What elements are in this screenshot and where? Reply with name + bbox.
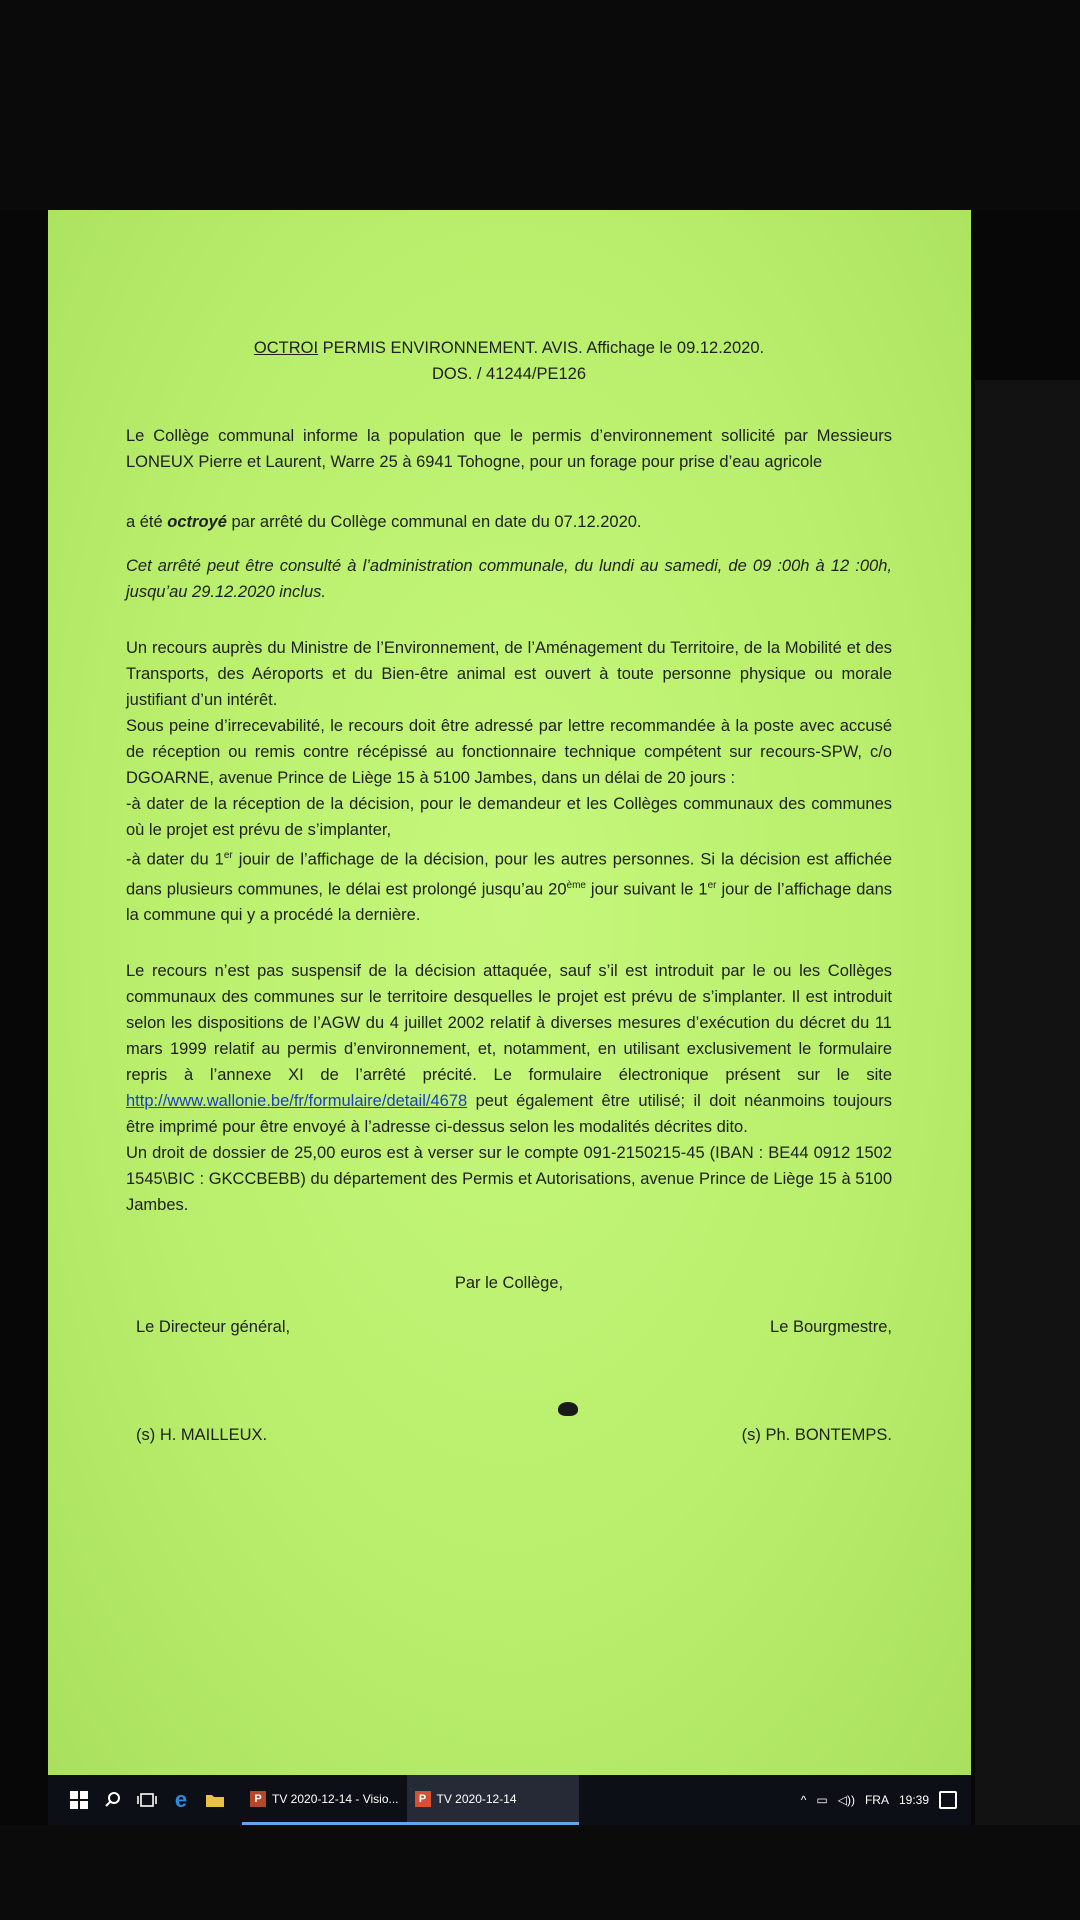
system-tray xyxy=(801,1791,971,1809)
taskbar-app-1-label: TV 2020-12-14 - Visio... xyxy=(272,1791,399,1806)
recours-paragraph-3: -à dater de la réception de la décision, pour le demandeur et les Collèges communaux des communes où le projet est prévu de s’implanter, xyxy=(126,795,892,839)
powerpoint-icon: P xyxy=(415,1791,431,1807)
windows-logo-icon xyxy=(70,1791,88,1809)
suspensif-b: peut également être utilisé; il doit néanmoins toujours être imprimé pour être envoyé à l’adresse ci-dessus selon les modalités décrites dito. xyxy=(126,1092,892,1136)
left-name: (s) H. MAILLEUX. xyxy=(136,1426,268,1444)
powerpoint-icon: P xyxy=(250,1791,266,1807)
consult-paragraph: Cet arrêté peut être consulté à l’administration communale, du lundi au samedi, de 09 :00h à 12 :00h, jusqu’au 29.12.2020 inclus. xyxy=(126,557,892,601)
mouse-pointer-icon xyxy=(558,1402,578,1416)
sup-er: er xyxy=(223,850,233,861)
chevron-up-icon[interactable]: ^ xyxy=(800,1793,807,1807)
recours-paragraph-1: Un recours auprès du Ministre de l’Environnement, de l’Aménagement du Territoire, de la Mobilité et des Transports, des Aéroports et du Bien-être animal est ouvert à toute personne physique ou morale justifiant d’un intérêt. xyxy=(126,639,892,709)
notice-title xyxy=(126,335,892,361)
intro-paragraph: Le Collège communal informe la population que le permis d’environnement sollicité par Messieurs LONEUX Pierre et Laurent, Warre 25 à 6941 Tohogne, pour un forage pour prise d’eau agricole xyxy=(126,427,892,471)
signature-roles xyxy=(126,1314,892,1340)
recours-paragraph-2: Sous peine d’irrecevabilité, le recours doit être adressé par lettre recommandée à la poste avec accusé de réception ou remis contre récépissé au fonctionnaire technique compétent sur recours-SPW, c/o DGOARNE, avenue Prince de Liège 15 à 5100 Jambes, dans un délai de 20 jours : xyxy=(126,717,892,787)
sup-eme: ème xyxy=(566,879,586,891)
edge-browser-icon[interactable]: e xyxy=(174,1787,188,1812)
granted-pre: a été xyxy=(126,513,168,531)
file-explorer-icon[interactable] xyxy=(198,1775,232,1825)
signature-names xyxy=(126,1422,892,1448)
suspensif-paragraph xyxy=(126,958,892,1140)
recours-paragraph-4 xyxy=(126,843,892,928)
taskbar-app-1[interactable] xyxy=(242,1775,407,1825)
formulaire-link[interactable]: http://www.wallonie.be/fr/formulaire/detail/4678 xyxy=(126,1092,468,1110)
right-name: (s) Ph. BONTEMPS. xyxy=(741,1426,892,1444)
recours-4c: jour suivant le 1 xyxy=(585,880,708,898)
suspensif-a: Le recours n’est pas suspensif de la décision attaquée, sauf s’il est introduit par le ou les Collèges communaux des communes sur le territoire desquelles le projet est prévu de s’implanter. Il est introduit selon les dispositions de l’AGW du 4 juillet 2002 relatif à diverses mesures d’exécution du décret du 11 mars 1999 relatif au permis d’environnement, et, notamment, en utilisant exclusivement le formulaire repris à l’annexe XI de l’arrêté précité. Le formulaire électronique présent sur le site xyxy=(126,962,892,1084)
search-icon[interactable] xyxy=(96,1775,130,1825)
volume-icon[interactable]: ◁)) xyxy=(837,1793,855,1807)
granted-paragraph xyxy=(126,509,892,535)
clock[interactable]: 19:39 xyxy=(898,1793,929,1807)
droit-paragraph: Un droit de dossier de 25,00 euros est à verser sur le compte 091-2150215-45 (IBAN : BE44 0912 1502 1545\BIC : GKCCBEBB) du département des Permis et Autorisations, avenue Prince de Liège 15 à 5100 Jambes. xyxy=(126,1144,892,1214)
recours-4a: -à dater du 1 xyxy=(126,850,224,869)
left-role: Le Directeur général, xyxy=(136,1318,291,1336)
start-button[interactable] xyxy=(62,1775,96,1825)
granted-word: octroyé xyxy=(167,513,227,531)
monitor-bezel-top xyxy=(0,0,1080,210)
taskbar-app-2[interactable] xyxy=(407,1775,579,1825)
granted-post: par arrêté du Collège communal en date du 07.12.2020. xyxy=(226,513,642,531)
dossier-number: DOS. / 41244/PE126 xyxy=(431,365,587,383)
title-octroi: OCTROI xyxy=(253,339,319,357)
taskbar-app-2-label: TV 2020-12-14 xyxy=(436,1791,517,1806)
monitor-bezel-bottom xyxy=(0,1825,1080,1920)
par-college: Par le Collège, xyxy=(454,1274,564,1292)
windows-taskbar xyxy=(48,1775,971,1825)
task-view-icon[interactable] xyxy=(130,1775,164,1825)
title-rest: PERMIS ENVIRONNEMENT. AVIS. Affichage le 09.12.2020. xyxy=(318,339,765,357)
recours-4b: jouir de l’affichage de la décision, pour les autres personnes. Si la décision est affichée dans plusieurs communes, le délai est prolongé jusqu’au 20 xyxy=(126,850,893,898)
notice-document xyxy=(126,335,892,1448)
monitor-bezel-right xyxy=(975,380,1080,1920)
recours-4d: jour de l’affichage dans la commune qui y a procédé la dernière. xyxy=(126,880,893,924)
sup-er-2: er xyxy=(707,879,717,891)
document-screen xyxy=(48,210,971,1775)
right-role: Le Bourgmestre, xyxy=(770,1318,892,1336)
battery-icon[interactable]: ▭ xyxy=(816,1793,828,1807)
language-indicator[interactable]: FRA xyxy=(864,1793,889,1807)
notification-icon[interactable] xyxy=(939,1791,957,1809)
